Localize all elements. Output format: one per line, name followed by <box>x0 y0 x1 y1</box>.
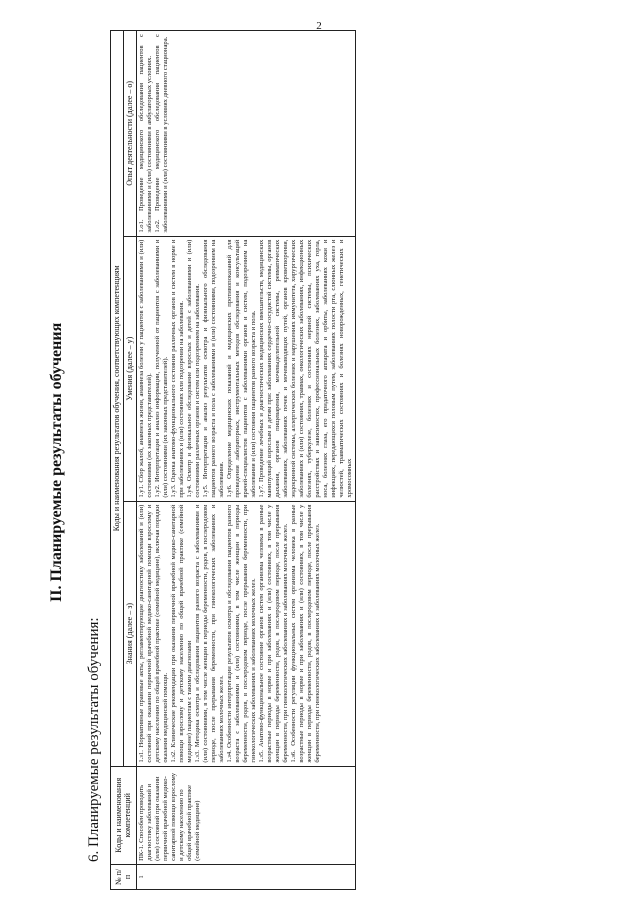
subsection-title: 6. Планируемые результаты обучения: <box>86 617 102 862</box>
skill-item: 1.у7. Проведение лечебных и диагностических медицинских вмешательств, медицинских манипуляций взрослым и детям при: заболеваниях сердечно-сосудистой системы, органов дыхания, органов пищеварения, мочевыделительной системы, ревматических заболеваниях, заболеваниях почек и мочевыводящих путей, органов кроветворения, эндокринной системы, аллергических болезнях и нарушениях иммунитета, хирургических заболеваниях и (или) состояниях, травмах, онкологических заболеваниях, инфекционных болезнях, туберкулезе, болезнях и состояниях нервной системы, психических расстройствах и зависимостях, профессиональных болезнях, заболеваниях уха, горла, носа, болезнях глаза, его придаточного аппарата и орбиты, заболеваниях кожи и инфекциях, передающихся половым путем, заболеваниях полости рта, слюнных желез и челюстей, травматических состояниях и болезнях новорожденных, генетических и хромосомных <box>257 239 354 498</box>
knowledge-item: 1.з3. Методика осмотра и обследования пациентов разного возраста с заболеваниями и (или) состояниями, в том числе женщин в периоды беременности, родов, в послеродовом периоде, после прерывания беременности, при гинекологических заболеваниях и заболеваниях молочных желез. <box>193 504 225 763</box>
header-num: № п/п <box>111 864 137 889</box>
experience-cell <box>136 31 356 237</box>
knowledge-item: 1.з4. Особенности интерпретации результатов осмотра и обследования пациентов разного возраста с заболеваниями и (или) состояниями, в том числе женщин в периоды беременности, родов, в послеродовом периоде, после прерывания беременности, при гинекологических заболеваниях и заболеваниях молочных желез. <box>225 504 257 763</box>
knowledge-item: 1.з2. Клинические рекомендации при оказании первичной врачебной медико-санитарной помощи взрослому и детскому населению по общей врачебной практике (семейной медицине) пациентам с такими диагнозами <box>169 504 193 763</box>
header-skills: Умения (далее – у) <box>123 236 136 501</box>
learning-outcomes-table <box>110 30 356 890</box>
skill-item: 1.у3. Оценка анатомо-функционального состояния различных органов и систем в норме и при заболеваниях и (или) состояниях или подозрении на заболевания. <box>169 239 185 498</box>
knowledge-item: 1.з5. Анатомо-функциональное состояние органов систем организма человека в разные возрастные периоды в норме и при заболеваниях и (или) состояниях, в том числе у женщин в периоды беременности, родов, в послеродовом периоде, после прерывания беременности, при гинекологических заболеваниях и заболеваниях молочных желез. <box>257 504 290 763</box>
row-number: 1 <box>136 864 356 889</box>
skill-item: 1.у1. Сбор жалоб, анамнеза жизни, анамнеза болезни у пациентов с заболеваниями и (или) состояниями (их законных представителей). <box>137 239 153 498</box>
header-outcomes-group: Коды и наименования результатов обучения, соответствующих компетенциям <box>111 31 124 767</box>
header-experience: Опыт деятельности (далее – о) <box>123 31 136 237</box>
experience-item: 1.о2. Проведение медицинского обследования пациентов с заболеваниями и (или) состояниями в условиях дневного стационара. <box>153 34 169 233</box>
skill-item: 1.у2. Интерпретация и анализ информации, полученной от пациентов с заболеваниями и (или) состояниями (их законных представителей). <box>153 239 169 498</box>
skill-item: 1.у4. Осмотр и физикальное обследование взрослых и детей с заболеваниями и (или) состояниями различных органов и систем или подозрением на заболевания. <box>185 239 201 498</box>
skill-item: 1.у5. Интерпретация и анализ результатов осмотра и физикального обследования пациентов разного возраста и пола с заболеваниями и (или) состояниями, подозрением на заболевания. <box>201 239 225 498</box>
header-knowledge: Знания (далее – з) <box>123 501 136 766</box>
knowledge-item: 1.з1. Нормативные правовые акты, регламентирующие диагностику заболеваний и (или) состояний при оказании первичной врачебной медико-санитарной помощи взрослому и детскому населению по общей врачебной практике (семейной медицине), включая порядки оказания медицинской помощи. <box>137 504 169 763</box>
table-row <box>136 31 356 890</box>
header-competency: Коды и наименования компетенций <box>111 766 137 864</box>
skills-cell <box>136 236 356 501</box>
competency-cell: ПК-1. Способен проводить диагностику заболеваний и (или) состояний при оказании первичной врачебной медико-санитарной помощи взрослому и детскому населению по общей врачебной практике (семейной медицине) <box>136 766 356 864</box>
page-number: 2 <box>316 20 322 32</box>
section-title: II. Планируемые результаты обучения <box>48 322 65 602</box>
knowledge-item: 1.з6. Особенности регуляции функциональных систем организма человека в разные возрастные периоды в норме и при заболеваниях и (или) состояниях, в том числе у женщин в периоды беременности, родов, в послеродовом периоде, после прерывания беременности, при гинекологических заболеваниях и заболеваниях молочных желез. <box>290 504 322 763</box>
skill-item: 1.у6. Определение медицинских показаний и медицинских противопоказаний для проведения лабораторных, инструментальных методов обследования и консультаций врачей-специалистов пациентов с заболеваниями органов и систем, подозрением на заболевания и (или) состояния пациентов разного возраста и пола. <box>225 239 257 498</box>
knowledge-cell <box>136 501 356 766</box>
experience-item: 1.о1. Проведение медицинского обследования пациентов с заболеваниями и (или) состояниями в амбулаторных условиях. <box>137 34 153 233</box>
